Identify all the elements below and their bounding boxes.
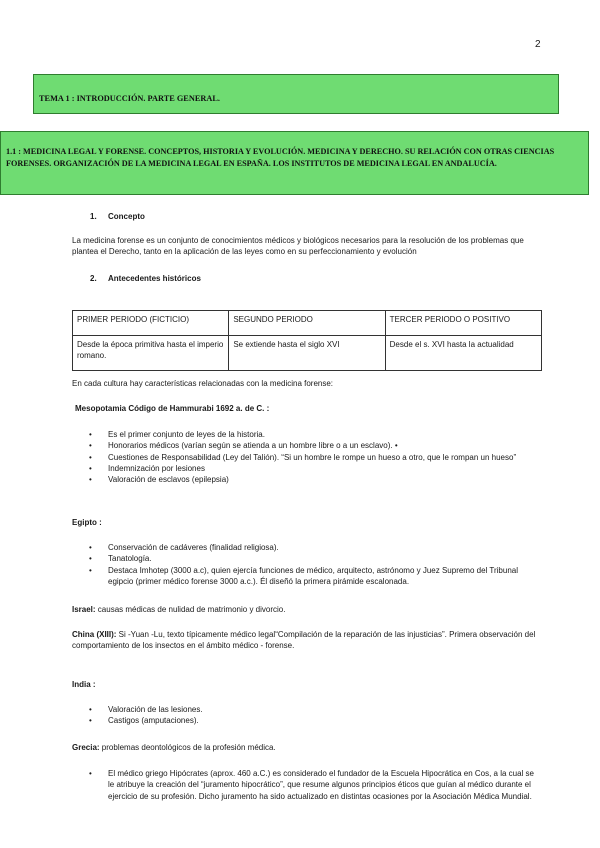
table-header-cell: PRIMER PERIODO (FICTICIO) (73, 311, 229, 336)
india-list (72, 704, 542, 727)
list-item: • Tanatología. (72, 553, 542, 564)
china-text: Si -Yuan -Lu, texto típicamente médico legal“Compilación de la reparación de las injusticias”. Primera observación del comportamiento de los insectos en el ámbito médico - forense. (72, 630, 536, 650)
grecia-text: problemas deontológicos de la profesión médica. (99, 743, 276, 752)
china-paragraph (72, 630, 542, 652)
egipto-list (72, 542, 542, 587)
israel-text: causas médicas de nulidad de matrimonio y divorcio. (95, 605, 286, 614)
grecia-paragraph (72, 743, 542, 754)
periods-table (72, 310, 542, 371)
section-concepto-heading (90, 212, 560, 223)
list-item: • Honorarios médicos (varían según se atienda a un hombre libre o a un esclavo). • (72, 440, 542, 451)
tema-title: TEMA 1 : INTRODUCCIÓN. PARTE GENERAL. (39, 94, 220, 103)
list-item: • Cuestiones de Responsabilidad (Ley del Talión). “Si un hombre le rompe un hueso a otro, que le rompan un hueso” (72, 452, 542, 463)
table-cell: Se extiende hasta el siglo XVI (229, 336, 385, 371)
israel-paragraph (72, 605, 542, 616)
india-heading: India : (72, 680, 96, 689)
list-item: • Conservación de cadáveres (finalidad religiosa). (72, 542, 542, 553)
section-title: Concepto (108, 212, 145, 221)
tema-title-box (33, 74, 559, 114)
list-item: • Castigos (amputaciones). (72, 715, 542, 726)
section-number: 1. (90, 212, 97, 221)
mesopotamia-heading: Mesopotamia Código de Hammurabi 1692 a. de C. : (75, 404, 270, 413)
table-cell: Desde la época primitiva hasta el imperio romano. (73, 336, 229, 371)
list-item: • Valoración de las lesiones. (72, 704, 542, 715)
list-item: • Es el primer conjunto de leyes de la historia. (72, 429, 542, 440)
table-row (73, 336, 542, 371)
list-item: • Destaca Imhotep (3000 a.c), quien ejercía funciones de médico, arquitecto, astrónomo y Juez Supremo del Tribunal egipcio (primer médico forense 3000 a.c.). Él diseñó la primera pirámide escalonada. (72, 565, 542, 588)
culture-intro: En cada cultura hay características relacionadas con la medicina forense: (72, 379, 334, 388)
mesopotamia-list (72, 429, 542, 486)
section-antecedentes-heading (90, 274, 560, 285)
list-item: • Indemnización por lesiones (72, 463, 542, 474)
list-item: • El médico griego Hipócrates (aprox. 460 a.C.) es considerado el fundador de la Escuela Hipocrática en Cos, a la cual se le atribuye la creación del “juramento hipocrático”, que resume algunos principios éticos que guían al médico durante el ejercicio de su profesión. Dicho juramento ha sido actualizado en distintas ocasiones por la Asociación Médica Mundial. (72, 768, 542, 802)
grecia-label: Grecia: (72, 743, 100, 752)
table-header-cell: TERCER PERIODO O POSITIVO (385, 311, 541, 336)
table-cell: Desde el s. XVI hasta la actualidad (385, 336, 541, 371)
israel-label: Israel: (72, 605, 96, 614)
china-label: China (XIII): (72, 630, 117, 639)
egipto-heading: Egipto : (72, 518, 102, 527)
list-item: • Valoración de esclavos (epilepsia) (72, 474, 542, 485)
table-header-cell: SEGUNDO PERIODO (229, 311, 385, 336)
subtema-title: 1.1 : MEDICINA LEGAL Y FORENSE. CONCEPTOS, HISTORIA Y EVOLUCIÓN. MEDICINA Y DERECHO. SU RELACIÓN CON OTRAS CIENCIAS FORENSES. ORGANIZACIÓN DE LA MEDICINA LEGAL EN ESPAÑA. LOS INSTITUTOS DE MEDICINA LEGAL EN ANDALUCÍA. (6, 147, 555, 168)
grecia-list (72, 768, 542, 802)
table-header-row (73, 311, 542, 336)
page-number: 2 (535, 39, 541, 50)
section-number: 2. (90, 274, 97, 283)
concept-paragraph: La medicina forense es un conjunto de conocimientos médicos y biológicos necesarios para la resolución de los problemas que plantea el Derecho, tanto en la aplicación de las leyes como en su perfeccionamiento y evolución (72, 236, 524, 256)
subtema-title-box (0, 131, 589, 195)
section-title: Antecedentes históricos (108, 274, 201, 283)
